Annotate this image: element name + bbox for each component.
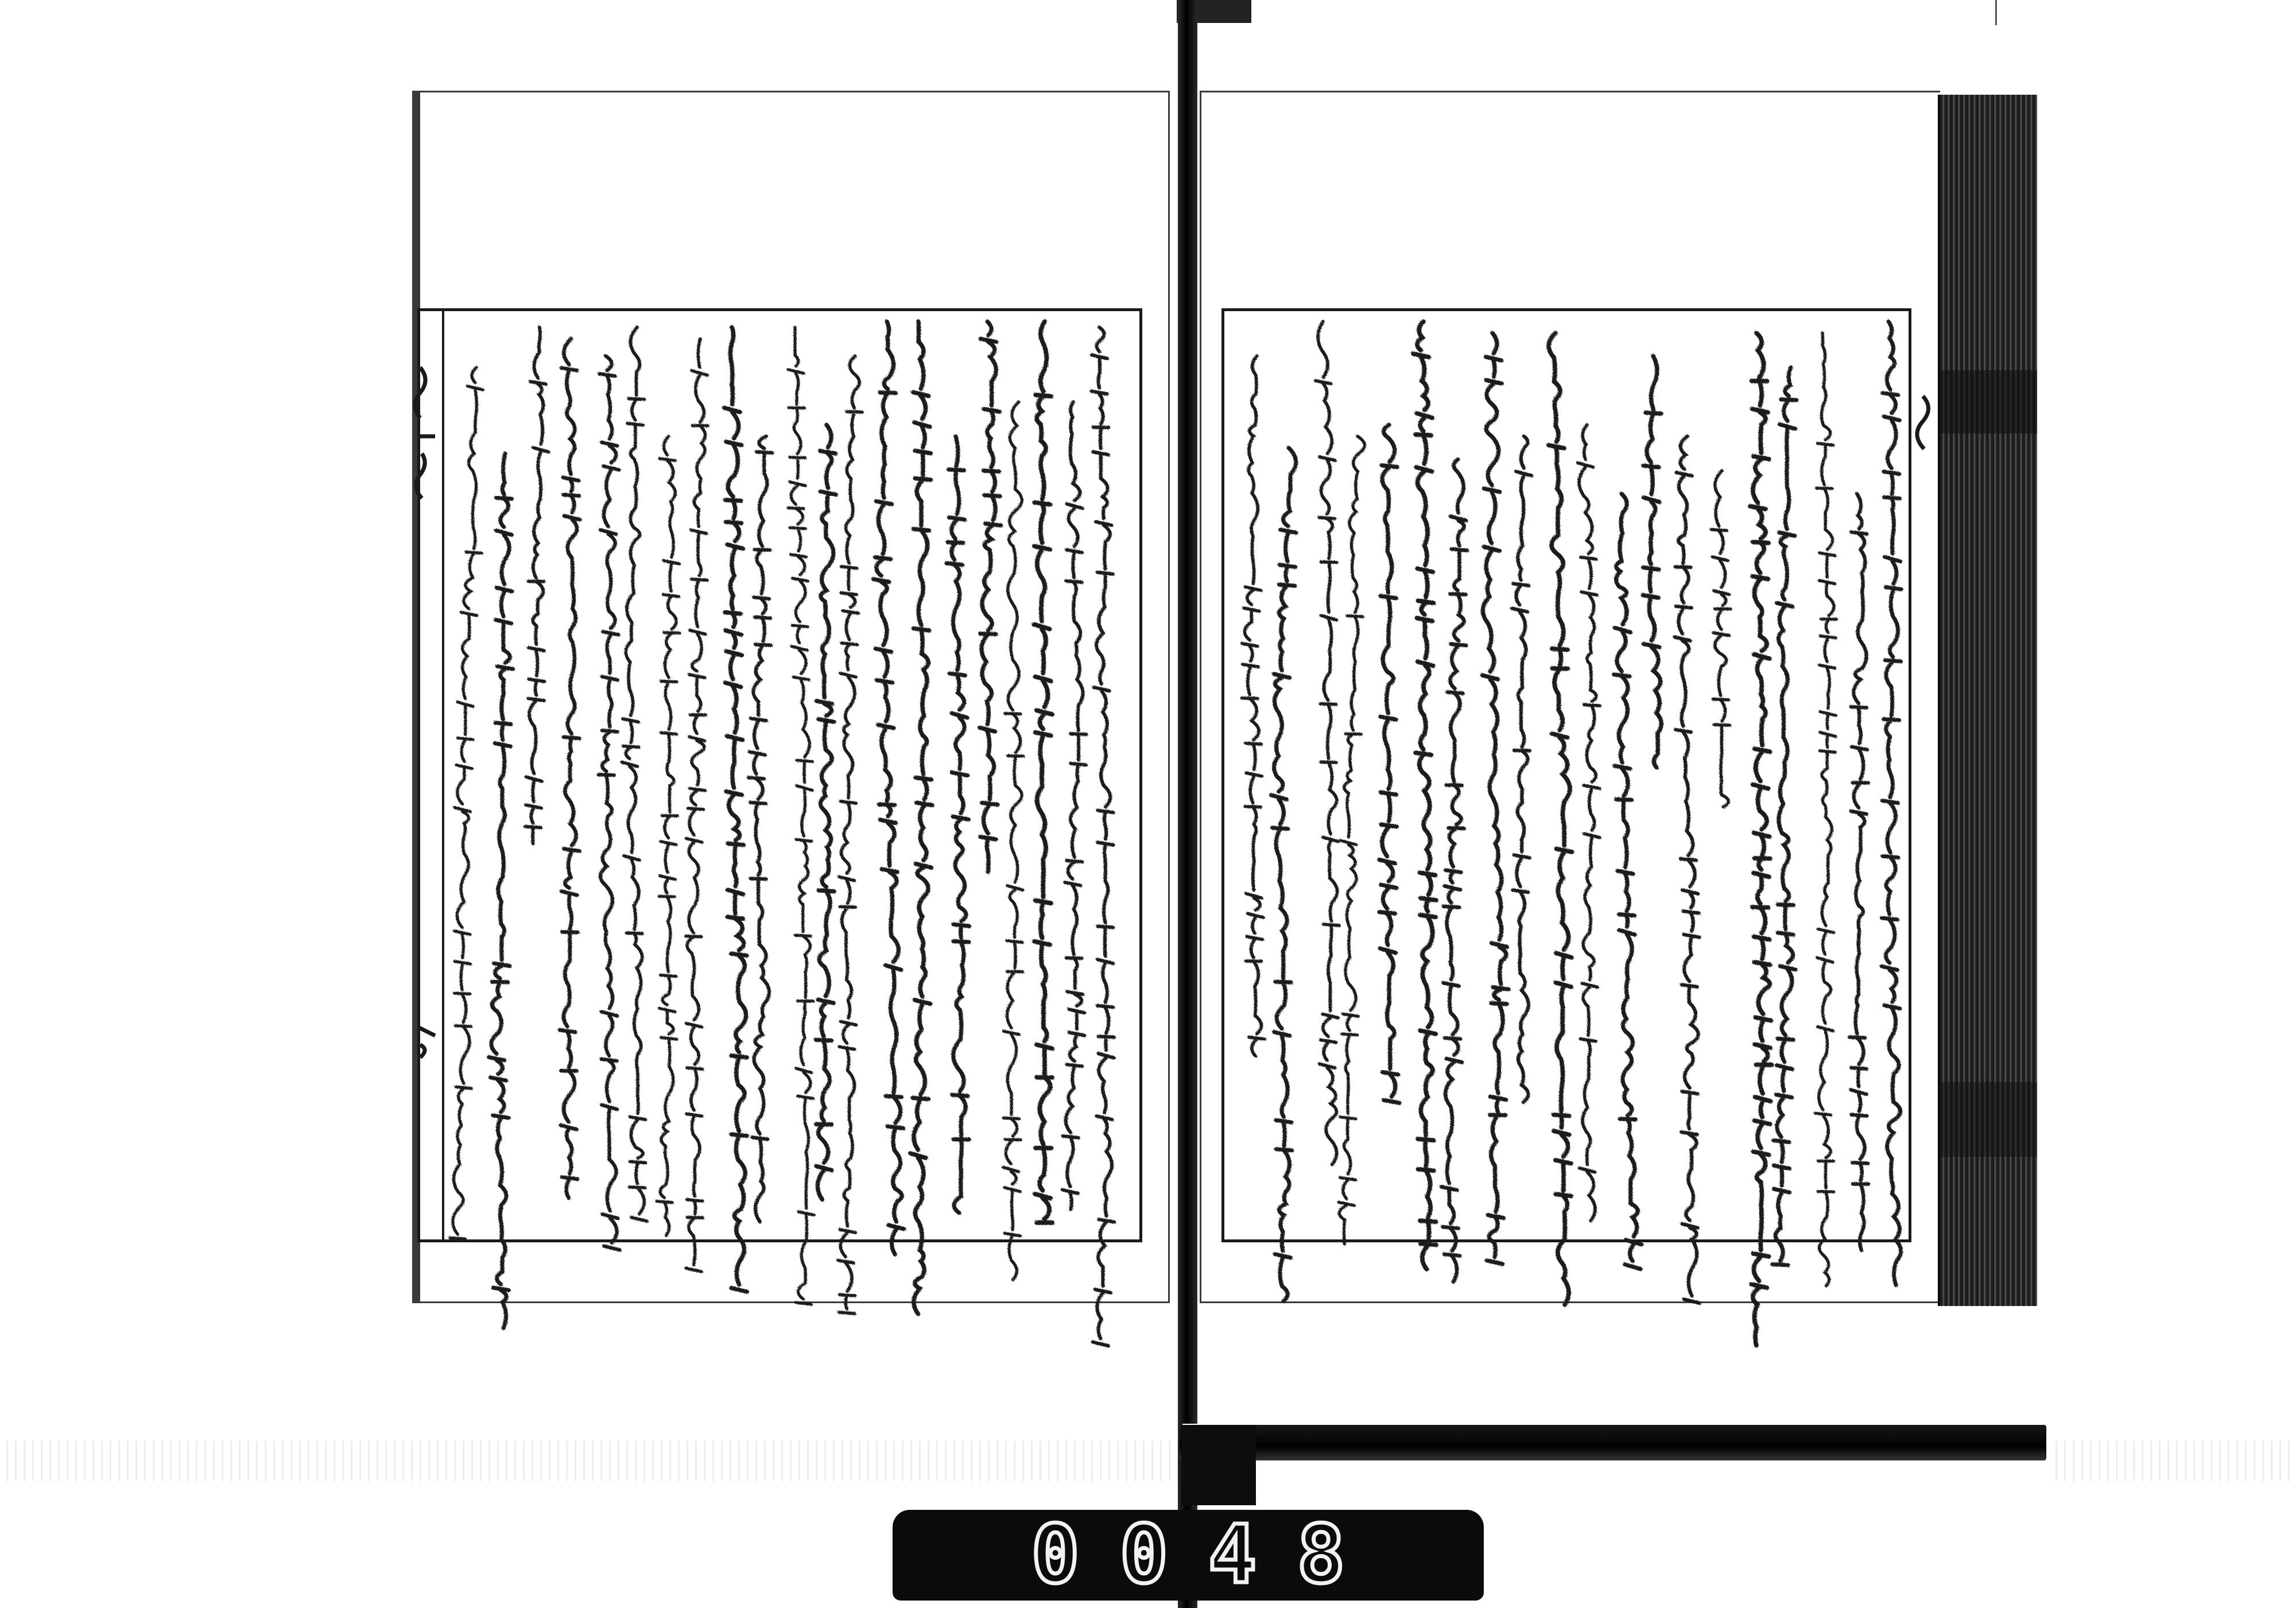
handwritten-column: [874, 321, 904, 1254]
handwritten-column: [910, 321, 932, 1314]
right-page-margin-label: [1917, 396, 1929, 449]
handwritten-column: [748, 436, 772, 1222]
handwritten-column: [816, 425, 836, 1200]
handwritten-column: [838, 356, 862, 1313]
handwritten-column: [450, 367, 483, 1239]
handwritten-column: [1316, 321, 1339, 1165]
handwritten-column: [1379, 425, 1399, 1103]
handwritten-column: [788, 327, 814, 1304]
left-page-handwritten-columns: [450, 321, 1114, 1346]
handwritten-column: [1815, 333, 1836, 1286]
handwritten-column: [1674, 436, 1700, 1303]
handwritten-column: [1092, 327, 1115, 1346]
handwritten-column: [489, 454, 513, 1328]
handwritten-column: [947, 436, 969, 1213]
frame-number-plate: [893, 1510, 1484, 1601]
film-bottom-bar: [1180, 1425, 2046, 1460]
handwritten-column: [1882, 321, 1901, 1285]
handwritten-column: [1773, 367, 1797, 1265]
handwritten-column: [622, 327, 647, 1221]
handwritten-column: [1034, 321, 1052, 1223]
handwritten-column: [1750, 333, 1772, 1346]
handwritten-column: [1711, 471, 1731, 807]
handwritten-column: [1441, 459, 1467, 1282]
handwritten-column: [1062, 402, 1087, 1210]
handwritten-column: [1339, 436, 1364, 1244]
handwritten-column: [1849, 494, 1868, 1250]
handwritten-column: [1413, 321, 1436, 1269]
handwritten-column: [1003, 402, 1023, 1280]
handwritten-column: [525, 327, 549, 843]
handwritten-column: [1643, 356, 1661, 768]
handwritten-column: [1614, 494, 1642, 1269]
handwritten-column: [1549, 333, 1572, 1305]
handwritten-column: [1482, 333, 1508, 1264]
handwritten-column: [1271, 448, 1296, 1301]
left-page-margin-label: [415, 367, 435, 1057]
handwritten-column: [1242, 356, 1265, 1056]
handwritten-column: [686, 339, 708, 1272]
handwritten-column: [1512, 436, 1532, 1102]
handwritten-column: [657, 436, 680, 1235]
film-bottom-block: [1181, 1425, 1256, 1505]
handwritten-column: [599, 356, 620, 1250]
handwritten-column: [980, 321, 1001, 872]
handwritten-column: [1577, 425, 1599, 1221]
frame-number: 0048: [1031, 1508, 1386, 1602]
handwritten-column: [560, 339, 580, 1198]
handwritten-column: [724, 327, 747, 1292]
right-page-handwritten-columns: [1242, 321, 1902, 1346]
